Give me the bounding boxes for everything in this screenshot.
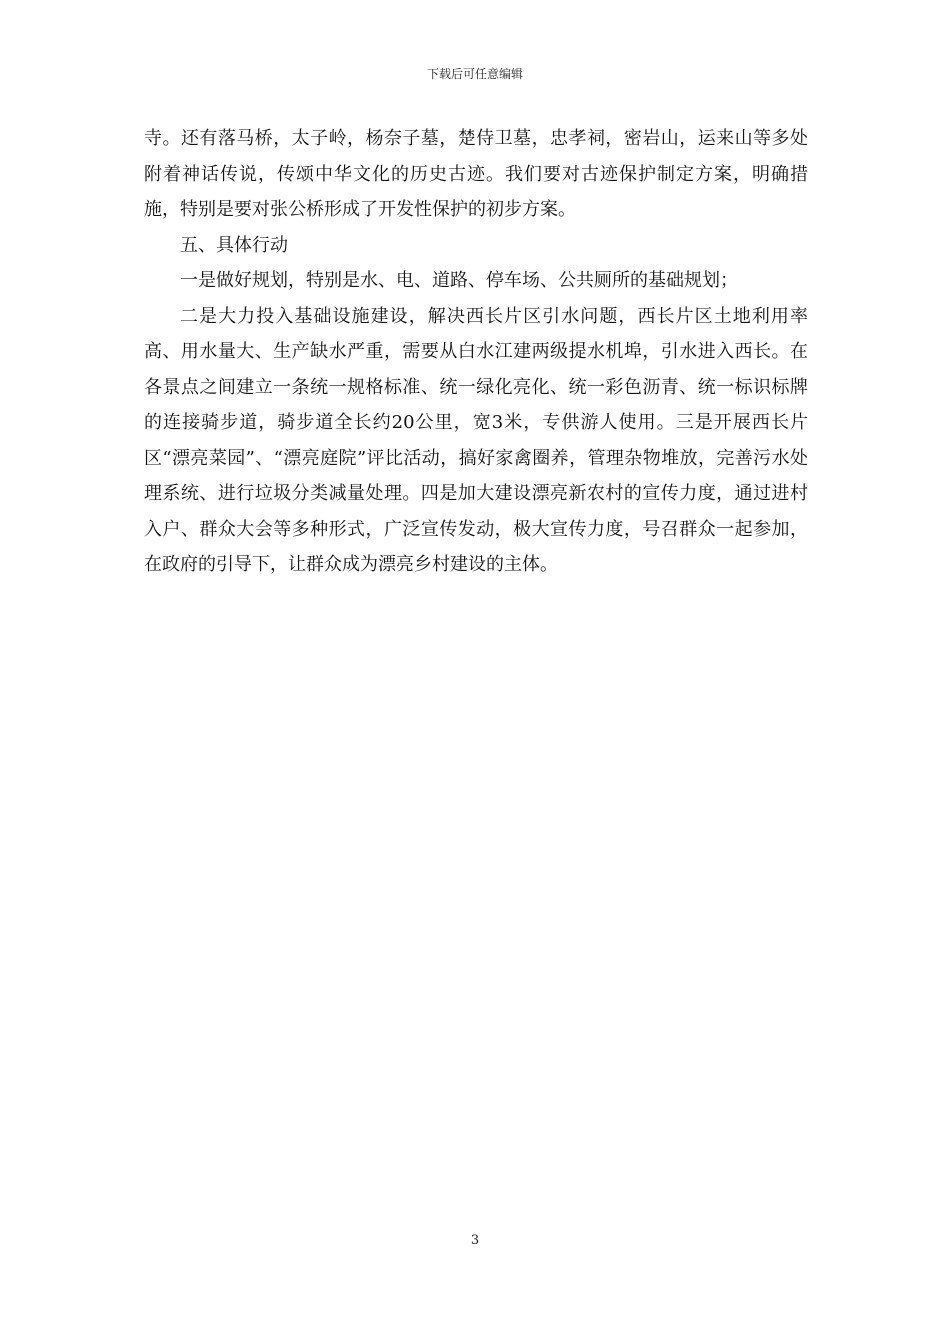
page-header: 下载后可任意编辑 <box>426 67 523 81</box>
paragraph-planning: 一是做好规划，特别是水、电、道路、停车场、公共厕所的基础规划； <box>180 270 738 291</box>
page-number: 3 <box>470 1233 480 1248</box>
paragraph-continuation: 寺。还有落马桥，太子岭，杨奈子墓，楚侍卫墓，忠孝祠，密岩山，运来山等多处附着神话传说，传颂中华文化的历史古迹。我们要对古迹保护制定方案，明确措施，特别是要对张公桥形成了开发性保护的初步方案。 <box>144 128 808 220</box>
section-heading: 五、具体行动 <box>180 234 288 256</box>
document-body <box>144 121 808 583</box>
paragraph-infrastructure: 二是大力投入基础设施建设，解决西长片区引水问题，西长片区土地利用率高、用水量大、生产缺水严重，需要从白水江建两级提水机埠，引水进入西长。在各景点之间建立一条统一规格标准、统一绿化亮化、统一彩色沥青、统一标识标牌的连接骑步道，骑步道全长约20公里，宽3米，专供游人使用。三是开展西长片区“漂亮菜园”、“漂亮庭院”评比活动，搞好家禽圈养，管理杂物堆放，完善污水处理系统、进行垃圾分类减量处理。四是加大建设漂亮新农村的宣传力度，通过进村入户、群众大会等多种形式，广泛宣传发动，极大宣传力度，号召群众一起参加，在政府的引导下，让群众成为漂亮乡村建设的主体。 <box>144 305 808 575</box>
